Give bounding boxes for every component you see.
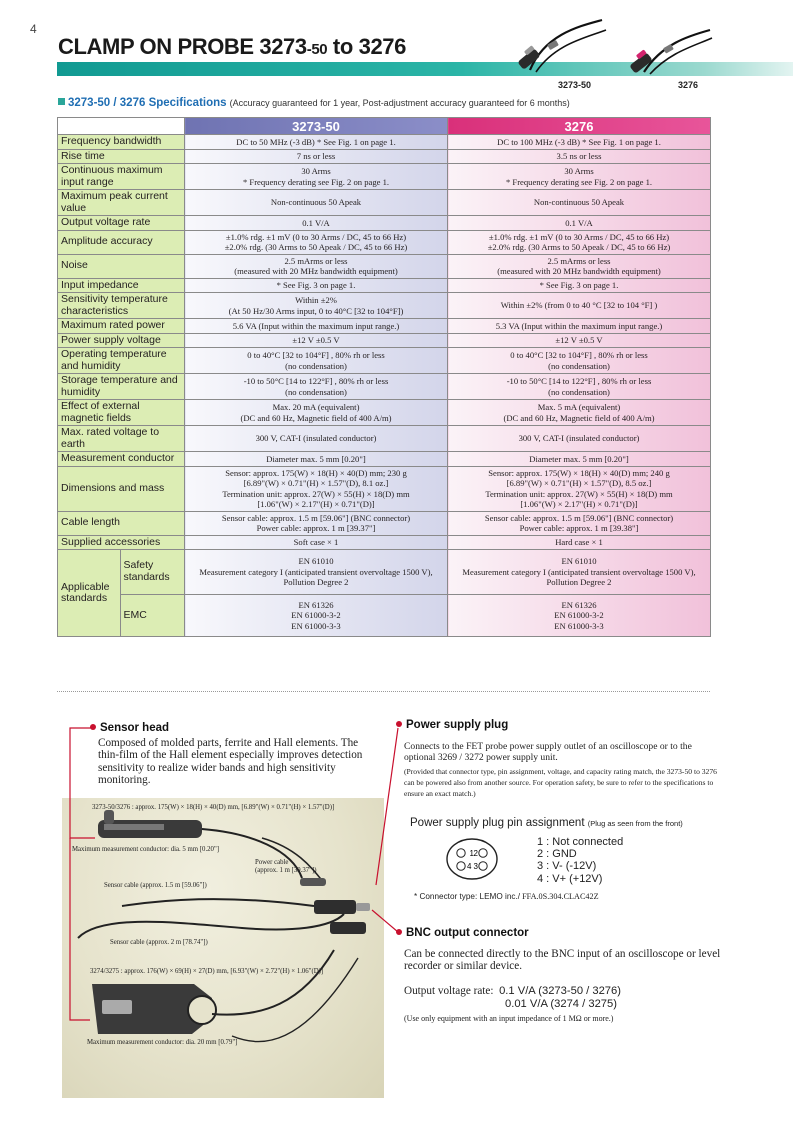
table-row: [58, 426, 711, 452]
spec-value-line: Diameter max. 5 mm [0.20"]: [266, 453, 366, 464]
spec-value-line: 5.3 VA (Input within the maximum input range.): [495, 320, 663, 331]
spec-value-line: Termination unit: approx. 27(W) × 55(H) × 18(D) mm: [485, 488, 673, 499]
spec-value-line: Measurement category I (anticipated transient overvoltage 1500 V),: [199, 566, 433, 577]
spec-value-line: Sensor: approx. 175(W) × 18(H) × 40(D) mm; 240 g: [488, 467, 670, 478]
spec-value-line: 0 to 40°C [32 to 104°F] , 80% rh or less: [247, 350, 385, 360]
spec-value-line: (no condensation): [548, 360, 610, 371]
spec-label: Maximum peak current value: [58, 190, 185, 216]
spec-value-line: 2.5 mArms or less: [284, 255, 348, 266]
photo-label-power-cable-length: (approx. 1 m [39.37"]): [255, 867, 317, 874]
standards-label: Applicable standards: [58, 550, 120, 636]
output-voltage-value-2: 0.01 V/A (3274 / 3275): [505, 998, 617, 1010]
spec-value-3276: [448, 190, 711, 216]
safety-value-3273-50: [185, 550, 448, 595]
probe-3273-50-image: [510, 14, 610, 80]
photo-label-max-cond-5: Maximum measurement conductor: dia. 5 mm [0.20"]: [72, 846, 219, 853]
spec-value-line: ±2.0% rdg. (30 Arms to 50 Apeak / DC, 45 to 66 Hz): [224, 242, 408, 252]
title-suffix: -50: [306, 41, 328, 58]
spec-value-line: [6.89"(W) × 0.71"(H) × 1.57"(D), 8.1 oz.]: [243, 478, 389, 488]
spec-value-3276: [448, 466, 711, 511]
spec-value-line: ±1.0% rdg. ±1 mV (0 to 30 Arms / DC, 45 to 66 Hz): [225, 231, 407, 242]
spec-value-line: 300 V, CAT-I (insulated conductor): [255, 433, 377, 444]
photo-label-bottom-dims: 3274/3275 : approx. 176(W) × 69(H) × 27(D) mm, [6.93"(W) × 2.72"(H) × 1.06"(D)]: [90, 968, 324, 975]
spec-value-line: (no condensation): [548, 386, 610, 397]
emc-label: EMC: [120, 594, 184, 636]
spec-value-line: * See Fig. 3 on page 1.: [276, 280, 356, 290]
output-voltage-label: Output voltage rate:: [404, 985, 494, 997]
pin-num-4: 4: [467, 862, 472, 871]
spec-value-line: ±2.0% rdg. (30 Arms to 50 Apeak / DC, 45 to 66 Hz): [487, 242, 671, 252]
spec-value-line: * See Fig. 3 on page 1.: [539, 280, 619, 290]
bnc-body: Can be connected directly to the BNC input of an oscilloscope or level recorder or similar device.: [404, 948, 721, 973]
spec-label: Max. rated voltage to earth: [58, 426, 185, 452]
pin-num-1: 1: [469, 849, 474, 858]
table-row: [58, 452, 711, 467]
table-row: [58, 466, 711, 511]
power-plug-title-text: Power supply plug: [406, 719, 509, 731]
spec-value-3273-50: [185, 230, 448, 254]
connector-type-note: [414, 892, 599, 901]
spec-value-line: EN 61000-3-2: [291, 610, 341, 620]
sensor-head-small-jaw: [104, 824, 164, 830]
spec-table-body: [58, 135, 711, 637]
spec-value-3273-50: [185, 254, 448, 278]
spec-value-line: 2.5 mArms or less: [547, 255, 611, 266]
sensor-cable-2m: [78, 914, 344, 938]
spec-value-line: (no condensation): [285, 360, 347, 371]
spec-label: Rise time: [58, 149, 185, 164]
spec-value-line: (measured with 20 MHz bandwidth equipment): [497, 266, 661, 276]
bullet-icon: [90, 724, 96, 730]
spec-value-line: Sensor cable: approx. 1.5 m [59.06"] (BNC connector): [484, 512, 674, 523]
spec-value-line: Non-continuous 50 Apeak: [270, 197, 362, 208]
spec-value-3273-50: [185, 164, 448, 190]
spec-value-3276: [448, 319, 711, 334]
pin-list: [537, 836, 623, 885]
sensor-head-large-label: [102, 1000, 132, 1014]
spec-value-3276: [448, 400, 711, 426]
spec-label: Storage temperature and humidity: [58, 374, 185, 400]
spec-value-3273-50: [185, 511, 448, 535]
model-header-3273-50: 3273-50: [185, 118, 448, 135]
spec-value-line: EN 61010: [298, 556, 334, 566]
spec-value-line: 0 to 40°C [32 to 104°F] , 80% rh or less: [510, 350, 648, 360]
spec-value-3273-50: [185, 452, 448, 467]
spec-value-line: ±1.0% rdg. ±1 mV (0 to 30 Arms / DC, 45 to 66 Hz): [488, 231, 670, 242]
plug-outline: [447, 839, 497, 879]
spec-value-line: -10 to 50°C [14 to 122°F] , 80% rh or less: [506, 376, 652, 386]
table-row: [58, 348, 711, 374]
spec-value-3273-50: [185, 466, 448, 511]
spec-label: Effect of external magnetic fields: [58, 400, 185, 426]
spec-value-3276: [448, 452, 711, 467]
sensor-head-title: [90, 722, 169, 734]
spec-value-line: 300 V, CAT-I (insulated conductor): [518, 433, 640, 444]
table-row: [58, 230, 711, 254]
spec-value-line: Pollution Degree 2: [546, 577, 612, 587]
spec-value-3276: [448, 333, 711, 348]
pin-1: [457, 849, 465, 857]
model-header-3276: 3276: [448, 118, 711, 135]
spec-value-line: (no condensation): [285, 386, 347, 397]
spec-value-line: ±12 V ±0.5 V: [292, 335, 340, 345]
safety-standards-label: Safety standards: [120, 550, 184, 594]
spec-value-3276: [448, 426, 711, 452]
spec-value-line: EN 61000-3-2: [554, 610, 604, 620]
spec-value-line: Termination unit: approx. 27(W) × 55(H) × 18(D) mm: [222, 488, 410, 499]
section-divider: [57, 691, 710, 692]
pin-assignment-paren: (Plug as seen from the front): [587, 819, 683, 828]
spec-label: Operating temperature and humidity: [58, 348, 185, 374]
pin-item: 2 : GND: [537, 848, 577, 861]
spec-label: Output voltage rate: [58, 216, 185, 231]
spec-value-line: DC to 100 MHz (-3 dB) * See Fig. 1 on page 1.: [497, 136, 661, 147]
spec-value-line: (DC and 60 Hz, Magnetic field of 400 A/m): [503, 412, 655, 423]
table-row: [58, 190, 711, 216]
spec-value-line: Max. 5 mA (equivalent): [537, 402, 621, 412]
connector-model: FFA.0S.304.CLAC42Z: [520, 892, 599, 901]
spec-value-line: 0.1 V/A: [565, 217, 593, 228]
spec-value-line: (measured with 20 MHz bandwidth equipment): [234, 266, 398, 276]
spec-value-3276: [448, 535, 711, 550]
spec-value-3276: [448, 135, 711, 150]
emc-value-3273-50: [185, 594, 448, 637]
spec-value-line: Within ±2% (from 0 to 40 °C [32 to 104 °F] ): [500, 300, 658, 311]
spec-value-line: 3.5 ns or less: [556, 151, 602, 161]
spec-value-3273-50: [185, 374, 448, 400]
photo-label-power-cable: Power cable: [255, 859, 289, 866]
power-plug-title: [396, 719, 508, 731]
spec-label: Power supply voltage: [58, 333, 185, 348]
table-row: [58, 511, 711, 535]
spec-label: Sensitivity temperature characteristics: [58, 293, 185, 319]
spec-value-line: EN 61010: [561, 556, 597, 566]
spec-value-line: EN 61326: [298, 599, 334, 610]
spec-value-3276: [448, 230, 711, 254]
title-part: CLAMP ON PROBE 3273: [58, 34, 307, 59]
spec-value-3273-50: [185, 190, 448, 216]
bullet-icon: [396, 929, 402, 935]
table-corner: [58, 118, 185, 135]
spec-value-line: Sensor cable: approx. 1.5 m [59.06"] (BNC connector): [221, 512, 411, 523]
plug-pin-diagram: [444, 836, 500, 882]
sensor-cable-large: [212, 950, 334, 1015]
sensor-cable-15: [122, 899, 314, 906]
sensor-head-small-tip: [104, 810, 114, 824]
spec-value-3276: [448, 149, 711, 164]
spec-value-line: [1.06"(W) × 2.17"(H) × 0.71"(D)]: [257, 499, 375, 509]
spec-value-line: 7 ns or less: [296, 151, 336, 161]
emc-value-3276: [448, 594, 711, 637]
spec-value-line: [1.06"(W) × 2.17"(H) × 0.71"(D)]: [520, 499, 638, 509]
sensor-head-body: Composed of molded parts, ferrite and Hall elements. The thin-film of the Hall element especially improves detection sensitivity to realize wider bands and high sensitivity monitoring.: [98, 737, 363, 787]
pin-assignment-title-text: Power supply plug pin assignment: [410, 817, 585, 829]
pin-item: 1 : Not connected: [537, 836, 624, 848]
spec-value-line: 0.1 V/A: [302, 217, 330, 228]
spec-value-line: Measurement category I (anticipated transient overvoltage 1500 V),: [462, 566, 696, 577]
spec-value-line: 30 Arms: [301, 166, 331, 176]
spec-value-line: Non-continuous 50 Apeak: [533, 197, 625, 208]
spec-value-line: (DC and 60 Hz, Magnetic field of 400 A/m): [240, 412, 392, 423]
probe-3276-image: [622, 24, 714, 82]
spec-value-line: Max. 20 mA (equivalent): [272, 402, 360, 412]
bullet-icon: [396, 721, 402, 727]
spec-value-3273-50: [185, 333, 448, 348]
spec-value-3276: [448, 254, 711, 278]
spec-label: Maximum rated power: [58, 319, 185, 334]
pin-assignment-title: [410, 817, 683, 829]
spec-value-3273-50: [185, 216, 448, 231]
spec-value-3276: [448, 293, 711, 319]
spec-value-line: -10 to 50°C [14 to 122°F] , 80% rh or less: [243, 376, 389, 386]
spec-value-line: (At 50 Hz/30 Arms input, 0 to 40°C [32 to 104°F]): [228, 305, 404, 316]
pin-num-3: 3: [473, 862, 478, 871]
pin-item: 3 : V- (-12V): [537, 860, 597, 873]
spec-value-line: 30 Arms: [564, 166, 594, 176]
spec-value-line: Power cable: approx. 1 m [39.38"]: [519, 523, 639, 533]
spec-value-line: EN 61000-3-3: [554, 620, 604, 631]
table-row: [58, 319, 711, 334]
bnc-connector: [356, 903, 370, 911]
output-voltage-rate: [404, 985, 621, 1011]
spec-value-line: Hard case × 1: [555, 537, 603, 547]
table-row: [58, 400, 711, 426]
table-row: [58, 374, 711, 400]
spec-value-line: Diameter max. 5 mm [0.20"]: [529, 453, 629, 464]
bnc-title-text: BNC output connector: [406, 927, 529, 939]
spec-heading-note: (Accuracy guaranteed for 1 year, Post-adjustment accuracy guaranteed for 6 months): [229, 98, 570, 108]
table-row: [58, 333, 711, 348]
spec-value-line: * Frequency derating see Fig. 2 on page 1.: [242, 176, 390, 187]
power-plug-body: Connects to the FET probe power supply outlet of an oscilloscope or to the optional 3269 / 3272 power supply unit.: [404, 741, 692, 764]
spec-heading-title: 3273-50 / 3276 Specifications: [68, 97, 227, 109]
page-title: [58, 34, 406, 60]
impedance-note: (Use only equipment with an input impedance of 1 MΩ or more.): [404, 1014, 614, 1023]
spec-value-3273-50: [185, 278, 448, 293]
spec-value-line: Pollution Degree 2: [283, 577, 349, 587]
spec-value-line: Within ±2%: [295, 295, 337, 305]
section-square-icon: [58, 98, 65, 105]
spec-value-3276: [448, 164, 711, 190]
title-part: to 3276: [327, 34, 406, 59]
spec-value-3276: [448, 348, 711, 374]
photo-label-sensor-cable-15: Sensor cable (approx. 1.5 m [59.06"]): [104, 882, 207, 889]
spec-value-line: 5.6 VA (Input within the maximum input range.): [232, 320, 400, 331]
spec-value-line: Soft case × 1: [293, 537, 339, 547]
spec-value-3276: [448, 278, 711, 293]
power-plug: [300, 878, 326, 886]
spec-value-line: EN 61326: [561, 599, 597, 610]
spec-value-line: ±12 V ±0.5 V: [555, 335, 603, 345]
table-row: [58, 254, 711, 278]
pin-4: [457, 862, 465, 870]
table-row: [58, 293, 711, 319]
page-number: 4: [30, 22, 37, 36]
pin-item: 4 : V+ (+12V): [537, 872, 603, 885]
pin-2: [479, 849, 487, 857]
spec-value-line: EN 61000-3-3: [291, 620, 341, 631]
table-row: [58, 135, 711, 150]
pin-num-2: 2: [473, 849, 478, 858]
spec-value-3273-50: [185, 149, 448, 164]
spec-value-3276: [448, 374, 711, 400]
table-row: [58, 149, 711, 164]
probe-caption-3273-50: 3273-50: [558, 80, 592, 90]
table-row: [58, 278, 711, 293]
standards-label-grid: [58, 550, 184, 636]
bnc-title: [396, 927, 529, 939]
spec-label: Continuous maximum input range: [58, 164, 185, 190]
probe-caption-3276: 3276: [678, 80, 699, 90]
sensor-head-title-text: Sensor head: [100, 722, 170, 734]
spec-table: [57, 117, 711, 637]
connector-prefix: * Connector type:: [414, 892, 480, 901]
table-row: [58, 216, 711, 231]
spec-label: Input impedance: [58, 278, 185, 293]
photo-label-max-cond-20: Maximum measurement conductor: dia. 20 mm [0.79"]: [87, 1039, 238, 1046]
spec-value-3273-50: [185, 319, 448, 334]
table-row: [58, 535, 711, 550]
spec-label: Cable length: [58, 511, 185, 535]
spec-value-line: Power cable: approx. 1 m [39.37"]: [256, 523, 376, 533]
power-plug-note: (Provided that connector type, pin assignment, voltage, and capacity rating match, the 3273-50 to 3276 can be powered also from another source. For operation safety, be sure to refer to the specifications to ensure an exact match.): [404, 767, 717, 798]
table-row: [58, 164, 711, 190]
connector-brand: LEMO inc./: [479, 892, 521, 901]
spec-value-3273-50: [185, 535, 448, 550]
spec-heading: [58, 97, 570, 109]
spec-value-line: Sensor: approx. 175(W) × 18(H) × 40(D) mm; 230 g: [225, 467, 407, 478]
spec-label: Amplitude accuracy: [58, 230, 185, 254]
spec-label: Supplied accessories: [58, 535, 185, 550]
spec-value-3273-50: [185, 135, 448, 150]
spec-label: Frequency bandwidth: [58, 135, 185, 150]
spec-value-3273-50: [185, 348, 448, 374]
spec-value-3273-50: [185, 400, 448, 426]
spec-label: Measurement conductor: [58, 452, 185, 467]
termination-unit: [314, 900, 356, 914]
spec-label: Noise: [58, 254, 185, 278]
spec-value-3273-50: [185, 293, 448, 319]
spec-value-line: DC to 50 MHz (-3 dB) * See Fig. 1 on page 1.: [236, 136, 396, 147]
table-row-standards-safety: [58, 550, 711, 595]
pin-3: [479, 862, 487, 870]
sensor-head-large-jaw: [188, 996, 216, 1024]
photo-label-sensor-cable-2: Sensor cable (approx. 2 m [78.74"]): [110, 939, 208, 946]
termination-unit-2: [330, 922, 366, 934]
safety-value-3276: [448, 550, 711, 595]
spec-label: Dimensions and mass: [58, 466, 185, 511]
spec-value-3273-50: [185, 426, 448, 452]
spec-value-3276: [448, 511, 711, 535]
spec-value-line: * Frequency derating see Fig. 2 on page 1.: [505, 176, 653, 187]
photo-label-top-dims: 3273-50/3276 : approx. 175(W) × 18(H) × 40(D) mm, [6.89"(W) × 0.71"(H) × 1.57"(D)]: [92, 804, 335, 811]
spec-value-line: [6.89"(W) × 0.71"(H) × 1.57"(D), 8.5 oz.]: [506, 478, 652, 488]
spec-value-3276: [448, 216, 711, 231]
standards-label-cell: [58, 550, 185, 637]
output-voltage-value-1: 0.1 V/A (3273-50 / 3276): [499, 985, 621, 997]
